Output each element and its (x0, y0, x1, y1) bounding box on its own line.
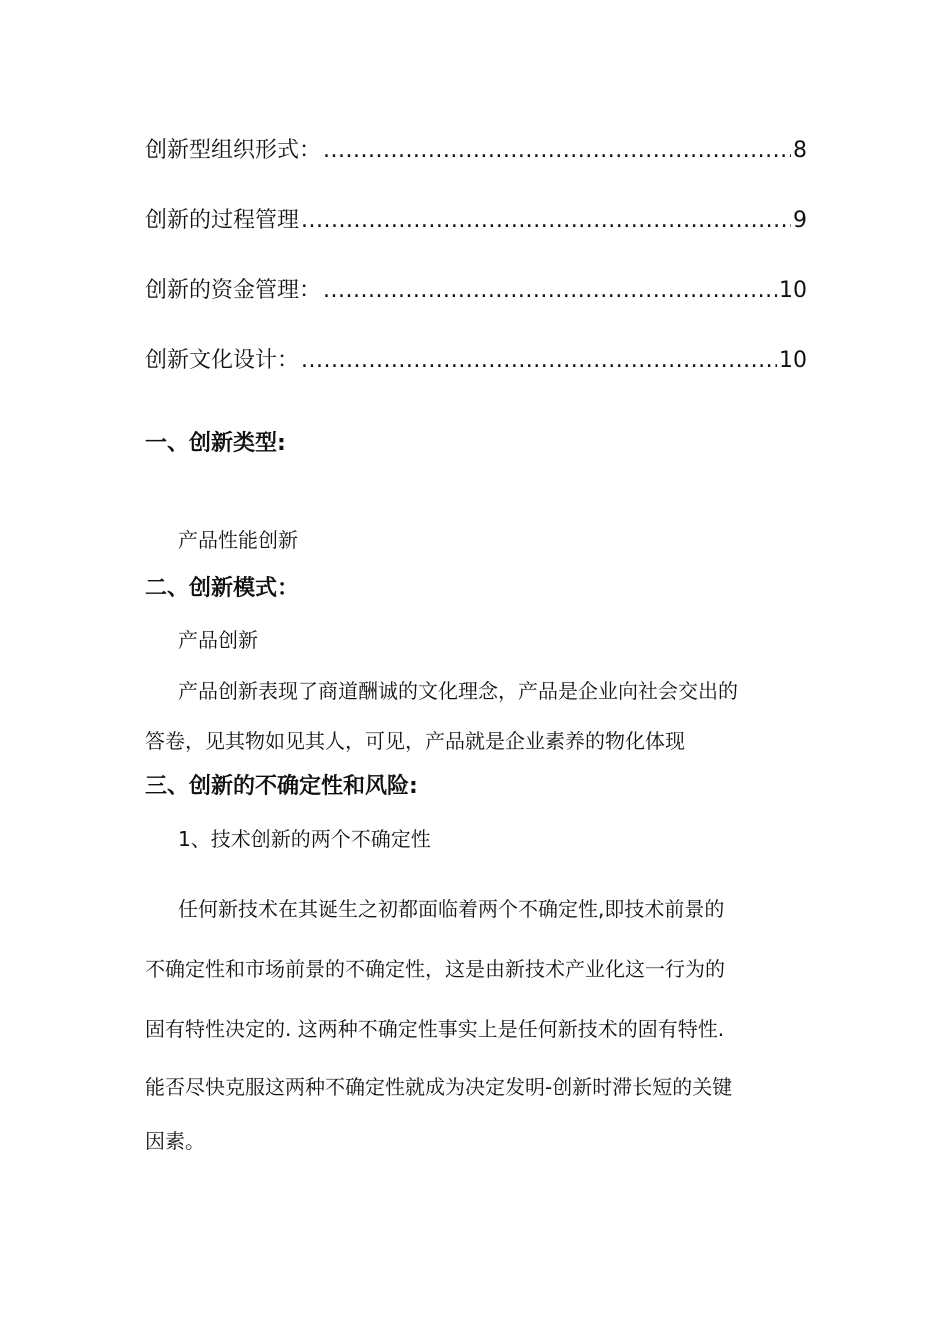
toc-entry-page: 10 (779, 348, 807, 373)
section-3-body-line: 因素。 (145, 1129, 205, 1153)
toc-leader (323, 276, 777, 306)
toc-entry[interactable] (145, 346, 807, 376)
section-2-item: 产品创新 (178, 628, 258, 652)
section-3-body-line: 固有特性决定的. 这两种不确定性事实上是任何新技术的固有特性. (145, 1017, 725, 1041)
section-heading-2: 二、创新模式： (145, 576, 300, 601)
toc-entry[interactable] (145, 136, 807, 166)
toc-entry-title: 创新文化设计： (145, 348, 300, 373)
section-heading-3: 三、创新的不确定性和风险: (145, 774, 418, 799)
toc-leader (323, 136, 791, 166)
section-3-body-line: 任何新技术在其诞生之初都面临着两个不确定性,即技术前景的 (178, 897, 725, 921)
toc-entry[interactable] (145, 276, 807, 306)
section-3-body-line: 能否尽快克服这两种不确定性就成为决定发明-创新时滞长短的关键 (145, 1075, 733, 1099)
toc-leader (301, 346, 777, 376)
section-2-body-line: 产品创新表现了商道酬诚的文化理念，产品是企业向社会交出的 (178, 679, 738, 703)
section-1-item: 产品性能创新 (178, 528, 298, 552)
toc-entry-page: 10 (779, 278, 807, 303)
section-3-subheading: 1、技术创新的两个不确定性 (178, 827, 431, 851)
section-2-body-line: 答卷，见其物如见其人，可见，产品就是企业素养的物化体现 (145, 729, 685, 753)
toc-entry-page: 8 (793, 138, 807, 163)
toc-leader (301, 206, 791, 236)
toc-entry-page: 9 (793, 208, 807, 233)
section-3-body-line: 不确定性和市场前景的不确定性，这是由新技术产业化这一行为的 (145, 957, 725, 981)
toc-entry-title: 创新型组织形式： (145, 138, 322, 163)
toc-entry-title: 创新的资金管理： (145, 278, 322, 303)
section-heading-1: 一、创新类型: (145, 431, 286, 456)
toc-entry[interactable] (145, 206, 807, 236)
toc-entry-title: 创新的过程管理 (145, 208, 300, 233)
